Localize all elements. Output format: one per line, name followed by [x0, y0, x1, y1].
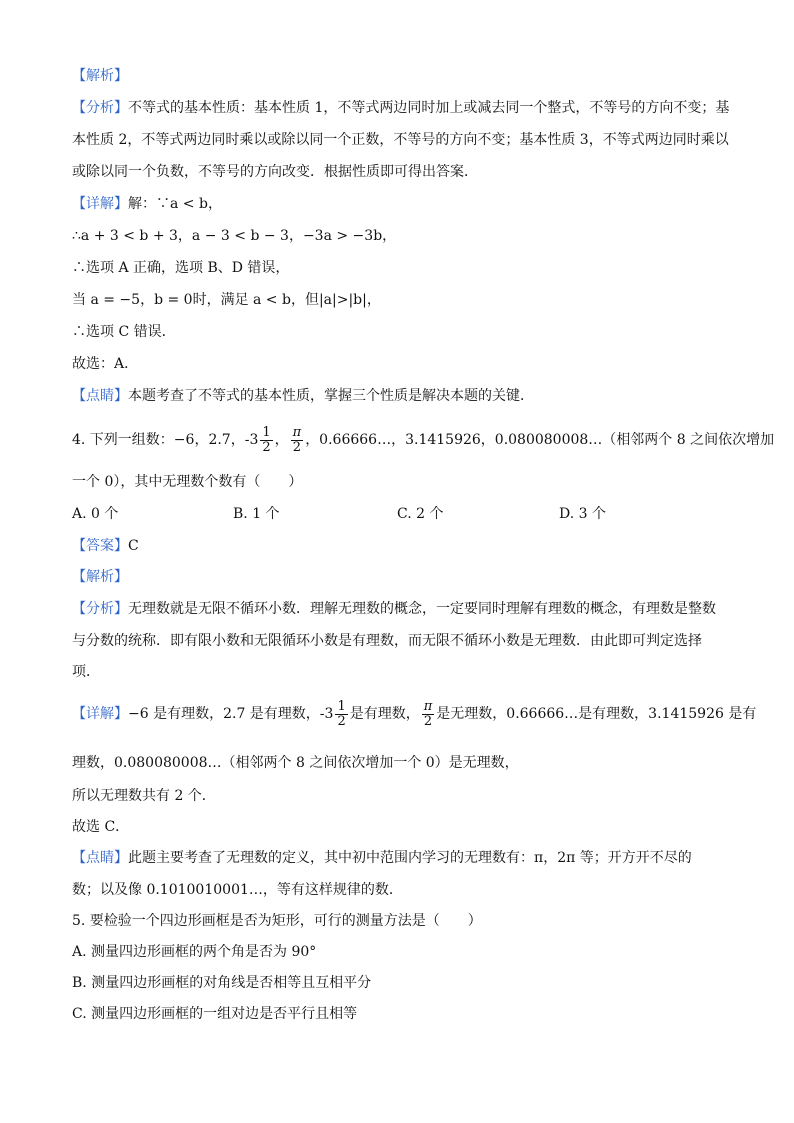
text-line: 无理数就是无限不循环小数．理解无理数的概念，一定要同时理解有理数的概念，有理数是整数 [128, 601, 716, 617]
text-line: ∴选项 C 错误． [72, 324, 176, 340]
text-segment: −6 是有理数，2.7 是有理数，-3 [128, 706, 334, 722]
mixed-fraction [335, 700, 347, 729]
analysis-tag: 【分析】 [72, 100, 128, 116]
q5-option-a: A. 测量四边形画框的两个角是否为 90° [72, 944, 317, 960]
pi-fraction [422, 700, 435, 729]
text-line: 项． [72, 664, 100, 680]
fraction-denominator: 2 [423, 713, 433, 729]
text-line: 故选 C． [72, 819, 130, 835]
comment-tag: 【点睛】 [72, 388, 128, 404]
text-segment: 是有理数， [349, 706, 420, 722]
q4-option-a: A. 0 个 [72, 506, 119, 522]
fraction-denominator: 2 [262, 439, 271, 455]
q4-option-c: C. 2 个 [397, 506, 444, 522]
q4-stem-line2: 一个 0），其中无理数个数有（ ） [72, 474, 303, 490]
text-line: 此题主要考查了无理数的定义，其中初中范围内学习的无理数有：π，2π 等；开方开不尽的 [128, 850, 692, 866]
answer-tag: 【答案】 [72, 538, 128, 554]
fraction-numerator: π [423, 698, 433, 714]
comment-line [72, 848, 692, 868]
text-line: ∴a + 3 < b + 3，a − 3 < b − 3，−3a > −3b， [72, 228, 397, 244]
text-line: 所以无理数共有 2 个． [72, 788, 216, 804]
q4-stem-text: 4. 下列一组数：−6，2.7，-3 [72, 432, 259, 448]
analysis-heading: 【解析】 [72, 569, 128, 585]
analysis-line [72, 599, 716, 619]
analysis-heading: 【解析】 [72, 68, 128, 84]
comment-line [72, 386, 534, 406]
fraction-numerator: π [292, 424, 302, 440]
text-line: 理数，0.080080008…（相邻两个 8 之间依次增加一个 0）是无理数， [72, 755, 519, 771]
fraction-denominator: 2 [292, 439, 302, 455]
detail-tag: 【详解】 [72, 196, 128, 212]
text-line: 本题考查了不等式的基本性质，掌握三个性质是解决本题的关键． [128, 388, 534, 404]
text-line: 故选：A． [72, 356, 139, 372]
analysis-tag: 【分析】 [72, 601, 128, 617]
fraction-numerator: 1 [262, 424, 271, 440]
text-line: 当 a = −5，b = 0时，满足 a < b，但|a|>|b|， [72, 292, 381, 308]
text-segment: 是无理数，0.66666…是有理数，3.1415926 是有 [436, 706, 757, 722]
q4-option-b: B. 1 个 [233, 506, 280, 522]
fraction-denominator: 2 [337, 713, 346, 729]
text-line: 不等式的基本性质：基本性质 1，不等式两边同时加上或减去同一个整式，不等号的方向不变；基 [128, 100, 730, 116]
detail-tag: 【详解】 [72, 706, 128, 722]
separator: ， [274, 432, 289, 448]
q4-stem-text: ，0.66666…，3.1415926，0.080080008…（相邻两个 8 之间依次增加 [305, 432, 775, 448]
fraction-numerator: 1 [337, 698, 346, 714]
q4-stem [72, 424, 774, 456]
text-line: 或除以同一个负数，不等号的方向改变．根据性质即可得出答案． [72, 164, 478, 180]
answer-line [72, 536, 139, 556]
answer-value: C [128, 538, 139, 554]
q5-stem: 5. 要检验一个四边形画框是否为矩形，可行的测量方法是（ ） [72, 913, 482, 929]
text-line: 解：∵a < b， [128, 196, 222, 212]
q5-option-c: C. 测量四边形画框的一组对边是否平行且相等 [72, 1006, 358, 1022]
q5-option-b: B. 测量四边形画框的对角线是否相等且互相平分 [72, 975, 372, 991]
detail-line [72, 698, 756, 730]
q4-option-d: D. 3 个 [559, 506, 606, 522]
text-line: 数；以及像 0.1010010001…，等有这样规律的数． [72, 882, 403, 898]
text-line: 与分数的统称．即有限小数和无限循环小数是有理数，而无限不循环小数是无理数．由此即可判定选择 [72, 633, 702, 649]
text-line: ∴选项 A 正确，选项 B、D 错误， [72, 260, 290, 276]
mixed-fraction [260, 426, 272, 455]
analysis-line [72, 98, 729, 118]
comment-tag: 【点睛】 [72, 850, 128, 866]
pi-fraction [291, 426, 304, 455]
text-line: 本性质 2，不等式两边同时乘以或除以同一个正数，不等号的方向不变；基本性质 3，不等式两边同时乘以 [72, 132, 729, 148]
detail-line [72, 194, 222, 214]
